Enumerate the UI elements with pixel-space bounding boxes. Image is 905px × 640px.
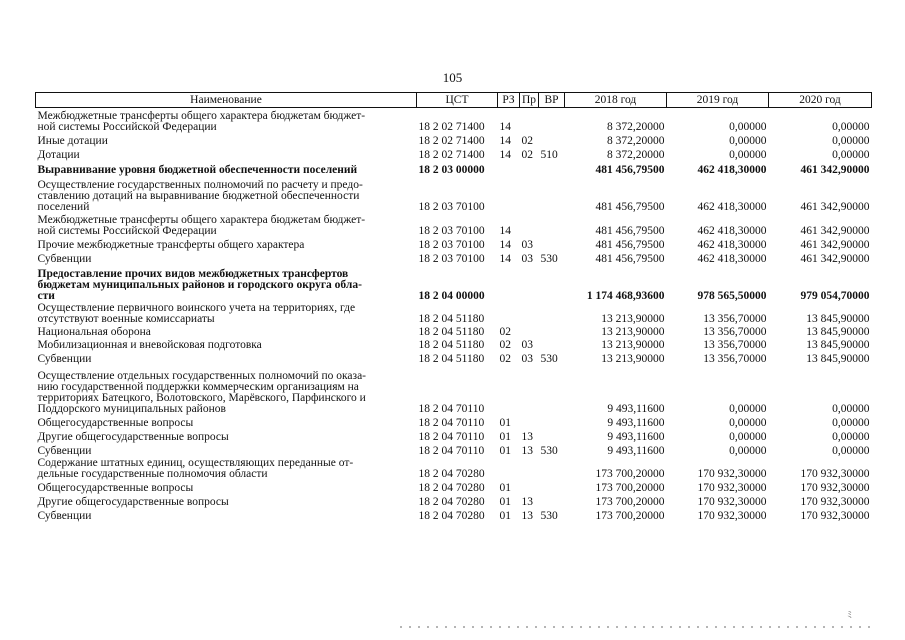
table-row (36, 508, 872, 522)
header-2020: 2020 год (769, 93, 872, 108)
cell-y2019: 0,00000 (729, 430, 767, 443)
cell-cst: 18 2 04 51180 (418, 352, 485, 365)
cell-vr (539, 302, 565, 325)
cell-y2019: 13 356,70000 (703, 352, 767, 365)
cell-pr: 03 (521, 338, 533, 351)
cell-y2018: 8 372,20000 (607, 120, 665, 133)
cell-name: Мобилизационная и вневойсковая подготовка (37, 338, 262, 351)
table-row (36, 429, 872, 443)
cell-vr (539, 265, 565, 302)
cell-vr (539, 457, 565, 480)
cell-y2020: 461 342,90000 (800, 252, 870, 265)
cell-name: Предоставление прочих видов межбюджетных трансфертов бюджетам муниципальных районов и городского округа обла- сти (37, 267, 362, 302)
cell-name: Другие общегосударственные вопросы (37, 430, 229, 443)
cell-rz: 01 (499, 444, 511, 457)
cell-vr: 530 (540, 509, 558, 522)
cell-name: Межбюджетные трансферты общего характера бюджетам бюджет- ной системы Российской Федерации (37, 109, 366, 133)
cell-y2020: 0,00000 (832, 134, 870, 147)
cell-vr (539, 429, 565, 443)
cell-y2019: 0,00000 (729, 120, 767, 133)
cell-name: Субвенции (37, 444, 92, 457)
cell-vr (539, 415, 565, 429)
cell-cst: 18 2 03 00000 (418, 163, 485, 176)
cell-y2018: 13 213,90000 (601, 338, 665, 351)
cell-pr: 03 (521, 252, 533, 265)
budget-table (35, 92, 872, 522)
cell-pr (520, 302, 539, 325)
header-2019: 2019 год (667, 93, 769, 108)
cell-rz: 01 (499, 416, 511, 429)
cell-cst: 18 2 04 00000 (418, 289, 485, 302)
cell-y2018: 8 372,20000 (607, 148, 665, 161)
cell-name: Межбюджетные трансферты общего характера бюджетам бюджет- ной системы Российской Федерации (37, 213, 366, 237)
header-pr: Пр (520, 93, 539, 108)
cell-pr: 13 (521, 509, 533, 522)
cell-vr (539, 494, 565, 508)
cell-rz (498, 176, 520, 213)
cell-name: Субвенции (37, 252, 92, 265)
cell-y2019: 13 356,70000 (703, 338, 767, 351)
cell-vr (539, 108, 565, 133)
cell-y2020: 0,00000 (832, 444, 870, 457)
cell-cst: 18 2 04 70110 (418, 416, 485, 429)
cell-name: Осуществление первичного воинского учета на территориях, где отсутствуют военные комиссариаты (37, 301, 356, 325)
cell-cst: 18 2 04 70110 (418, 444, 485, 457)
table-row (36, 161, 872, 176)
cell-y2019: 13 356,70000 (703, 312, 767, 325)
cell-y2019: 0,00000 (729, 416, 767, 429)
scan-artifact-dots (400, 626, 870, 628)
cell-rz: 01 (499, 509, 511, 522)
cell-vr (539, 325, 565, 338)
cell-y2020: 461 342,90000 (800, 238, 870, 251)
cell-rz: 01 (499, 430, 511, 443)
cell-y2018: 13 213,90000 (601, 325, 665, 338)
header-row (36, 93, 872, 108)
cell-cst: 18 2 04 70280 (418, 509, 485, 522)
cell-y2020: 461 342,90000 (800, 200, 870, 213)
cell-pr: 13 (521, 495, 533, 508)
cell-y2020: 13 845,90000 (806, 352, 870, 365)
cell-rz: 14 (499, 252, 511, 265)
cell-cst: 18 2 03 70100 (418, 224, 485, 237)
cell-y2018: 173 700,20000 (595, 495, 665, 508)
cell-cst: 18 2 04 70110 (418, 430, 485, 443)
cell-cst: 18 2 04 51180 (418, 338, 485, 351)
cell-name: Дотации (37, 148, 80, 161)
cell-y2019: 462 418,30000 (697, 200, 767, 213)
cell-y2020: 461 342,90000 (800, 224, 870, 237)
table-row (36, 457, 872, 480)
cell-pr: 02 (521, 148, 533, 161)
cell-rz: 14 (499, 238, 511, 251)
cell-vr (539, 365, 565, 415)
table-row (36, 237, 872, 251)
cell-cst: 18 2 02 71400 (418, 134, 485, 147)
cell-rz: 02 (499, 352, 511, 365)
cell-y2018: 1 174 468,93600 (586, 289, 665, 302)
cell-y2020: 170 932,30000 (800, 467, 870, 480)
cell-cst: 18 2 04 70110 (418, 402, 485, 415)
cell-vr (539, 237, 565, 251)
cell-cst: 18 2 04 70280 (418, 481, 485, 494)
cell-y2018: 481 456,79500 (595, 238, 665, 251)
cell-cst: 18 2 03 70100 (418, 252, 485, 265)
cell-y2020: 0,00000 (832, 120, 870, 133)
cell-pr (520, 213, 539, 237)
cell-y2018: 481 456,79500 (595, 200, 665, 213)
cell-vr: 530 (540, 352, 558, 365)
page-number: 105 (442, 70, 463, 85)
table-row (36, 213, 872, 237)
cell-cst: 18 2 04 51180 (418, 325, 485, 338)
cell-pr (520, 480, 539, 494)
table-row (36, 302, 872, 325)
cell-y2020: 979 054,70000 (800, 289, 870, 302)
table-row (36, 108, 872, 133)
cell-pr (520, 108, 539, 133)
cell-y2019: 170 932,30000 (697, 467, 767, 480)
cell-pr: 13 (521, 430, 533, 443)
cell-pr (520, 176, 539, 213)
cell-pr (520, 457, 539, 480)
cell-vr: 510 (540, 148, 558, 161)
cell-y2020: 170 932,30000 (800, 509, 870, 522)
cell-y2020: 0,00000 (832, 148, 870, 161)
cell-rz (498, 365, 520, 415)
cell-y2018: 173 700,20000 (595, 481, 665, 494)
cell-y2018: 481 456,79500 (595, 252, 665, 265)
table-row (36, 443, 872, 457)
cell-name: Содержание штатных единиц, осуществляющих переданные от- дельные государственные полномочия области (37, 456, 354, 480)
cell-cst: 18 2 04 70280 (418, 467, 485, 480)
cell-y2018: 481 456,79500 (595, 224, 665, 237)
cell-y2019: 978 565,50000 (697, 289, 767, 302)
cell-y2019: 462 418,30000 (697, 163, 767, 176)
table-row (36, 494, 872, 508)
cell-y2019: 462 418,30000 (697, 224, 767, 237)
cell-y2019: 0,00000 (729, 148, 767, 161)
cell-vr: 530 (540, 252, 558, 265)
cell-name: Осуществление государственных полномочий по расчету и предо- ставлению дотаций на выравнивание бюджетной обеспеченности поселений (37, 178, 363, 213)
cell-name: Иные дотации (37, 134, 108, 147)
cell-y2018: 8 372,20000 (607, 134, 665, 147)
table-row (36, 176, 872, 213)
cell-cst: 18 2 02 71400 (418, 148, 485, 161)
cell-y2019: 170 932,30000 (697, 495, 767, 508)
cell-y2020: 0,00000 (832, 402, 870, 415)
cell-rz: 02 (499, 325, 511, 338)
cell-rz: 14 (499, 120, 511, 133)
cell-y2018: 9 493,11600 (607, 416, 665, 429)
cell-rz: 02 (499, 338, 511, 351)
cell-vr (539, 133, 565, 147)
table-row (36, 251, 872, 265)
cell-pr (520, 415, 539, 429)
cell-pr: 13 (521, 444, 533, 457)
cell-y2019: 462 418,30000 (697, 252, 767, 265)
cell-y2018: 9 493,11600 (607, 402, 665, 415)
cell-y2020: 13 845,90000 (806, 312, 870, 325)
cell-name: Субвенции (37, 509, 92, 522)
cell-name: Общегосударственные вопросы (37, 481, 194, 494)
cell-y2019: 170 932,30000 (697, 481, 767, 494)
cell-rz: 01 (499, 495, 511, 508)
cell-y2020: 0,00000 (832, 430, 870, 443)
cell-y2019: 13 356,70000 (703, 325, 767, 338)
table-row (36, 325, 872, 338)
cell-rz (498, 457, 520, 480)
cell-pr (520, 265, 539, 302)
cell-rz: 14 (499, 224, 511, 237)
table-row (36, 147, 872, 161)
cell-rz: 14 (499, 134, 511, 147)
table-row (36, 480, 872, 494)
cell-pr: 03 (521, 238, 533, 251)
cell-y2020: 13 845,90000 (806, 338, 870, 351)
cell-name: Осуществление отдельных государственных полномочий по оказа- нию государственной поддержки коммерческим организациям на территориях Батецкого, Волотовского, Марёвского, Парфинского и Поддорского муниципальных районов (37, 369, 367, 415)
table-row (36, 133, 872, 147)
cell-vr (539, 176, 565, 213)
table-row (36, 351, 872, 365)
table-row (36, 365, 872, 415)
cell-y2019: 0,00000 (729, 402, 767, 415)
cell-y2019: 170 932,30000 (697, 509, 767, 522)
cell-name: Общегосударственные вопросы (37, 416, 194, 429)
cell-y2020: 13 845,90000 (806, 325, 870, 338)
header-2018: 2018 год (565, 93, 667, 108)
cell-rz (498, 265, 520, 302)
cell-y2020: 0,00000 (832, 416, 870, 429)
header-rz: РЗ (498, 93, 520, 108)
cell-y2018: 13 213,90000 (601, 352, 665, 365)
cell-name: Субвенции (37, 352, 92, 365)
cell-pr (520, 161, 539, 176)
cell-cst: 18 2 04 70280 (418, 495, 485, 508)
cell-y2019: 462 418,30000 (697, 238, 767, 251)
header-vr: ВР (539, 93, 565, 108)
header-cst: ЦСТ (417, 93, 498, 108)
cell-vr: 530 (540, 444, 558, 457)
cell-name: Прочие межбюджетные трансферты общего характера (37, 238, 305, 251)
cell-vr (539, 213, 565, 237)
scan-artifact-mark: ﾐ (847, 610, 852, 621)
cell-name: Выравнивание уровня бюджетной обеспеченности поселений (37, 163, 358, 176)
table-row (36, 265, 872, 302)
cell-pr: 03 (521, 352, 533, 365)
cell-rz: 14 (499, 148, 511, 161)
cell-rz: 01 (499, 481, 511, 494)
cell-pr (520, 365, 539, 415)
cell-y2018: 9 493,11600 (607, 430, 665, 443)
cell-rz (498, 161, 520, 176)
table-row (36, 338, 872, 351)
cell-name: Национальная оборона (37, 325, 151, 338)
cell-rz (498, 302, 520, 325)
cell-y2018: 13 213,90000 (601, 312, 665, 325)
cell-name: Другие общегосударственные вопросы (37, 495, 229, 508)
table-row (36, 415, 872, 429)
cell-cst: 18 2 03 70100 (418, 200, 485, 213)
cell-cst: 18 2 04 51180 (418, 312, 485, 325)
cell-y2020: 461 342,90000 (800, 163, 870, 176)
cell-y2020: 170 932,30000 (800, 495, 870, 508)
cell-pr: 02 (521, 134, 533, 147)
cell-vr (539, 161, 565, 176)
cell-y2020: 170 932,30000 (800, 481, 870, 494)
cell-y2018: 481 456,79500 (595, 163, 665, 176)
cell-y2019: 0,00000 (729, 444, 767, 457)
cell-pr (520, 325, 539, 338)
table-body (36, 108, 872, 522)
table-header (36, 93, 872, 108)
cell-y2018: 173 700,20000 (595, 509, 665, 522)
cell-cst: 18 2 03 70100 (418, 238, 485, 251)
cell-y2018: 9 493,11600 (607, 444, 665, 457)
cell-vr (539, 338, 565, 351)
cell-vr (539, 480, 565, 494)
cell-cst: 18 2 02 71400 (418, 120, 485, 133)
cell-y2018: 173 700,20000 (595, 467, 665, 480)
cell-y2019: 0,00000 (729, 134, 767, 147)
header-name: Наименование (36, 93, 417, 108)
